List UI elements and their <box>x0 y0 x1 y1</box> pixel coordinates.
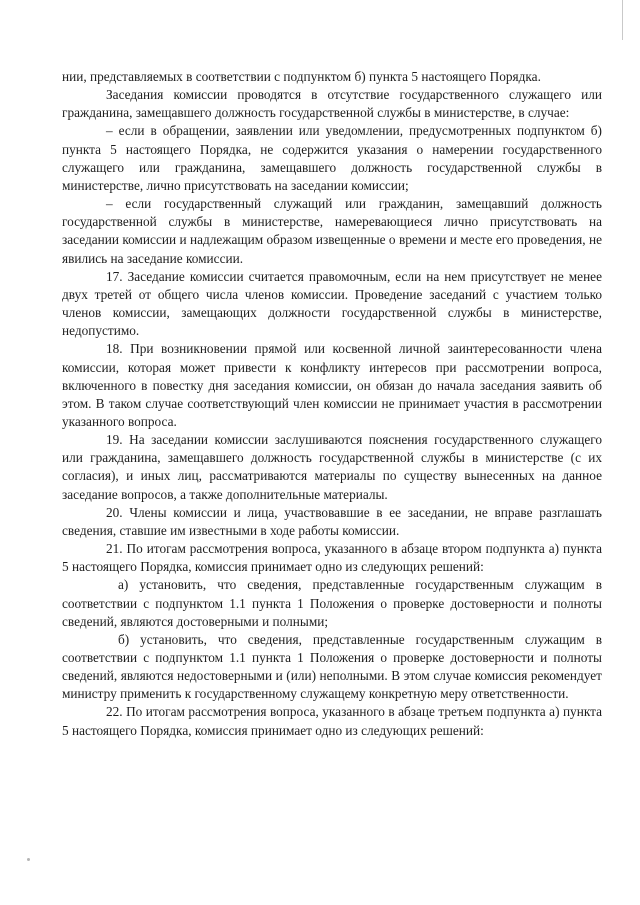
paragraph-meeting-absence: Заседания комиссии проводятся в отсутствие государственного служащего или гражданина, замещавшего должность государственной службы в министерстве, в случае: <box>62 87 602 121</box>
scan-edge-mark-top <box>622 0 623 40</box>
paragraph-item-20: 20. Члены комиссии и лица, участвовавшие в ее заседании, не вправе разглашать сведения, ставшие им известными в ходе работы комиссии. <box>62 504 602 538</box>
paragraph-item-21-a: а) установить, что сведения, представленные государственным служащим в соответствии с подпунктом 1.1 пункта 1 Положения о проверке достоверности и полноты сведений, являются достоверными и полными; <box>62 577 602 629</box>
paragraph-continuation: нии, представляемых в соответствии с подпунктом б) пункта 5 настоящего Порядка. <box>62 69 541 84</box>
paragraph-item-21: 21. По итогам рассмотрения вопроса, указанного в абзаце втором подпункта а) пункта 5 настоящего Порядка, комиссия принимает одно из следующих решений: <box>62 541 602 575</box>
document-page <box>62 68 602 740</box>
paragraph-dash-case-2: – если государственный служащий или гражданин, замещавший должность государственной службы в министерстве, намеревающиеся лично присутствовать на заседании комиссии и надлежащим образом извещенные о времени и месте его проведения, не явились на заседание комиссии. <box>62 196 602 266</box>
scan-speck <box>27 858 30 861</box>
paragraph-item-17: 17. Заседание комиссии считается правомочным, если на нем присутствует не менее двух третей от общего числа членов комиссии. Проведение заседаний с участием только членов комиссии, замещающих должности государственной службы в министерстве, недопустимо. <box>62 268 602 339</box>
paragraph-item-22: 22. По итогам рассмотрения вопроса, указанного в абзаце третьем подпункта а) пункта 5 настоящего Порядка, комиссия принимает одно из следующих решений: <box>62 704 602 738</box>
paragraph-item-21-b: б) установить, что сведения, представленные государственным служащим в соответствии с подпунктом 1.1 пункта 1 Положения о проверке достоверности и полноты сведений, являются недостоверными и (или) неполными. В этом случае комиссия рекомендует министру применить к государственному служащему конкретную меру ответственности. <box>62 631 602 702</box>
paragraph-item-19: 19. На заседании комиссии заслушиваются пояснения государственного служащего или гражданина, замещавшего должность государственной службы в министерстве (с их согласия), и иных лиц, рассматриваются материалы по существу вынесенных на данное заседание вопросов, а также дополнительные материалы. <box>62 432 602 502</box>
paragraph-dash-case-1: – если в обращении, заявлении или уведомлении, предусмотренных подпунктом б) пункта 5 настоящего Порядка, не содержится указания о намерении государственного служащего или гражданина, замещавшего должность государственной службы в министерстве, лично присутствовать на заседании комиссии; <box>62 123 602 193</box>
paragraph-item-18: 18. При возникновении прямой или косвенной личной заинтересованности члена комиссии, которая может привести к конфликту интересов при рассмотрении вопроса, включенного в повестку дня заседания комиссии, он обязан до начала заседания заявить об этом. В таком случае соответствующий член комиссии не принимает участия в рассмотрении указанного вопроса. <box>62 341 602 429</box>
